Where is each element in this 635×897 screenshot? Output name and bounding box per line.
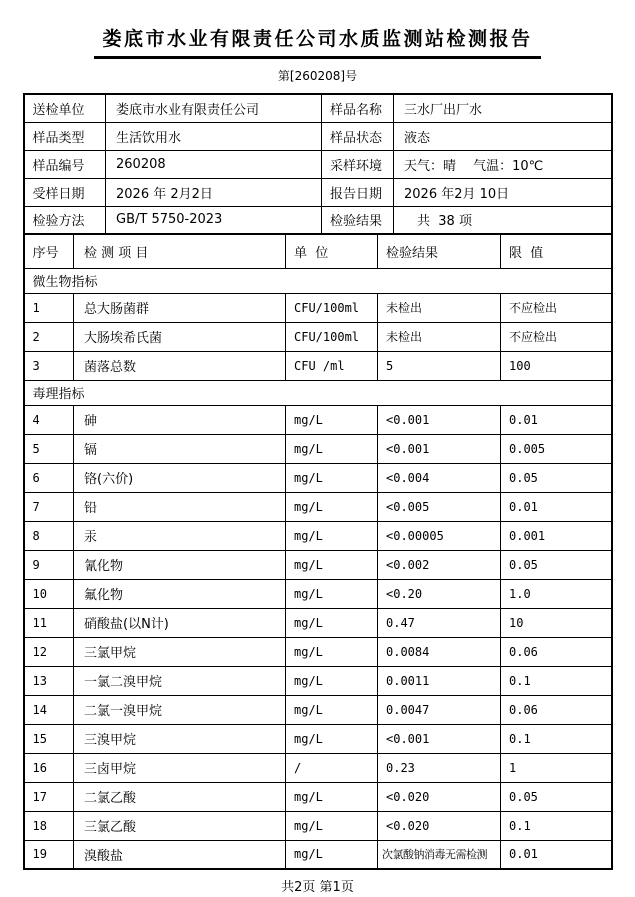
info-value: 2026 年2月 10日 (394, 178, 612, 206)
unit-cell: mg/L (286, 405, 378, 434)
limit-cell: 不应检出 (501, 322, 612, 351)
item-name-cell: 氰化物 (74, 550, 286, 579)
result-row (24, 322, 612, 351)
limit-cell: 0.1 (501, 666, 612, 695)
title-wrap (0, 0, 635, 59)
info-label: 样品编号 (24, 150, 106, 178)
limit-cell: 不应检出 (501, 293, 612, 322)
row-number-cell: 18 (24, 811, 74, 840)
test-results-body (24, 234, 612, 869)
section-header: 微生物指标 (24, 268, 612, 293)
result-cell: <0.002 (378, 550, 501, 579)
result-row (24, 782, 612, 811)
result-row (24, 492, 612, 521)
result-cell: <0.001 (378, 434, 501, 463)
item-name-cell: 汞 (74, 521, 286, 550)
report-title: 娄底市水业有限责任公司水质监测站检测报告 (94, 24, 540, 59)
result-row (24, 840, 612, 869)
result-cell: 5 (378, 351, 501, 380)
result-cell: <0.005 (378, 492, 501, 521)
result-row (24, 405, 612, 434)
unit-cell: mg/L (286, 608, 378, 637)
result-row (24, 293, 612, 322)
result-row (24, 351, 612, 380)
info-label: 送检单位 (24, 94, 106, 122)
limit-cell: 0.05 (501, 782, 612, 811)
info-row (24, 206, 612, 234)
info-value: 三水厂出厂水 (394, 94, 612, 122)
limit-cell: 0.05 (501, 550, 612, 579)
info-label: 采样环境 (322, 150, 394, 178)
item-name-cell: 溴酸盐 (74, 840, 286, 869)
limit-cell: 1.0 (501, 579, 612, 608)
info-row (24, 94, 612, 122)
unit-cell: mg/L (286, 811, 378, 840)
result-row (24, 724, 612, 753)
item-name-cell: 二氯一溴甲烷 (74, 695, 286, 724)
limit-cell: 0.1 (501, 811, 612, 840)
item-name-cell: 硝酸盐(以N计) (74, 608, 286, 637)
row-number-cell: 4 (24, 405, 74, 434)
result-cell: 0.0047 (378, 695, 501, 724)
unit-cell: CFU/100ml (286, 322, 378, 351)
item-name-cell: 砷 (74, 405, 286, 434)
result-row (24, 637, 612, 666)
result-row (24, 695, 612, 724)
unit-cell: mg/L (286, 521, 378, 550)
info-label: 样品名称 (322, 94, 394, 122)
report-serial-number: 第[260208]号 (277, 69, 358, 83)
item-name-cell: 三氯乙酸 (74, 811, 286, 840)
row-number-cell: 13 (24, 666, 74, 695)
row-number-cell: 6 (24, 463, 74, 492)
row-number-cell: 10 (24, 579, 74, 608)
info-value: GB/T 5750-2023 (106, 206, 322, 234)
column-header-item: 检 测 项 目 (74, 234, 286, 268)
item-name-cell: 菌落总数 (74, 351, 286, 380)
item-name-cell: 三氯甲烷 (74, 637, 286, 666)
info-row (24, 150, 612, 178)
row-number-cell: 19 (24, 840, 74, 869)
info-value: 天气：晴 气温：10℃ (394, 150, 612, 178)
results-header-row (24, 234, 612, 268)
test-results-table (23, 233, 613, 870)
limit-cell: 10 (501, 608, 612, 637)
sample-info-body (24, 94, 612, 234)
row-number-cell: 5 (24, 434, 74, 463)
item-name-cell: 三溴甲烷 (74, 724, 286, 753)
info-label: 受样日期 (24, 178, 106, 206)
result-row (24, 753, 612, 782)
unit-cell: mg/L (286, 463, 378, 492)
limit-cell: 0.06 (501, 695, 612, 724)
item-name-cell: 一氯二溴甲烷 (74, 666, 286, 695)
unit-cell: mg/L (286, 724, 378, 753)
info-row (24, 122, 612, 150)
limit-cell: 1 (501, 753, 612, 782)
result-cell: <0.004 (378, 463, 501, 492)
limit-cell: 0.1 (501, 724, 612, 753)
row-number-cell: 14 (24, 695, 74, 724)
row-number-cell: 16 (24, 753, 74, 782)
item-name-cell: 总大肠菌群 (74, 293, 286, 322)
result-cell: 未检出 (378, 322, 501, 351)
limit-cell: 0.01 (501, 840, 612, 869)
info-label: 样品类型 (24, 122, 106, 150)
info-value: 液态 (394, 122, 612, 150)
row-number-cell: 9 (24, 550, 74, 579)
column-header-unit: 单 位 (286, 234, 378, 268)
limit-cell: 0.005 (501, 434, 612, 463)
unit-cell: mg/L (286, 579, 378, 608)
result-row (24, 521, 612, 550)
unit-cell: mg/L (286, 637, 378, 666)
result-cell: <0.00005 (378, 521, 501, 550)
page-footer: 共2页 第1页 (281, 880, 354, 895)
result-cell: 次氯酸钠消毒无需检测 (378, 840, 501, 869)
info-label: 样品状态 (322, 122, 394, 150)
info-row (24, 178, 612, 206)
row-number-cell: 2 (24, 322, 74, 351)
unit-cell: CFU /ml (286, 351, 378, 380)
item-name-cell: 三卤甲烷 (74, 753, 286, 782)
info-label: 检验结果 (322, 206, 394, 234)
result-cell: <0.20 (378, 579, 501, 608)
row-number-cell: 1 (24, 293, 74, 322)
item-name-cell: 氟化物 (74, 579, 286, 608)
info-value: 娄底市水业有限责任公司 (106, 94, 322, 122)
info-value: 2026 年 2月2日 (106, 178, 322, 206)
limit-cell: 0.001 (501, 521, 612, 550)
row-number-cell: 8 (24, 521, 74, 550)
item-name-cell: 镉 (74, 434, 286, 463)
sample-info-table (23, 93, 613, 235)
result-cell: 0.23 (378, 753, 501, 782)
limit-cell: 0.01 (501, 405, 612, 434)
info-value: 生活饮用水 (106, 122, 322, 150)
item-name-cell: 二氯乙酸 (74, 782, 286, 811)
unit-cell: mg/L (286, 492, 378, 521)
row-number-cell: 12 (24, 637, 74, 666)
limit-cell: 0.05 (501, 463, 612, 492)
result-cell: <0.020 (378, 782, 501, 811)
column-header-limit: 限 值 (501, 234, 612, 268)
section-row (24, 380, 612, 405)
info-value: 共 38 项 (394, 206, 612, 234)
section-header: 毒理指标 (24, 380, 612, 405)
result-row (24, 463, 612, 492)
result-cell: 0.47 (378, 608, 501, 637)
unit-cell: mg/L (286, 782, 378, 811)
row-number-cell: 15 (24, 724, 74, 753)
column-header-no: 序号 (24, 234, 74, 268)
section-row (24, 268, 612, 293)
result-row (24, 811, 612, 840)
result-cell: <0.001 (378, 724, 501, 753)
result-row (24, 579, 612, 608)
result-cell: 未检出 (378, 293, 501, 322)
row-number-cell: 3 (24, 351, 74, 380)
result-cell: <0.001 (378, 405, 501, 434)
unit-cell: mg/L (286, 550, 378, 579)
limit-cell: 0.06 (501, 637, 612, 666)
info-value: 260208 (106, 150, 322, 178)
result-row (24, 550, 612, 579)
limit-cell: 0.01 (501, 492, 612, 521)
unit-cell: mg/L (286, 434, 378, 463)
unit-cell: mg/L (286, 695, 378, 724)
row-number-cell: 11 (24, 608, 74, 637)
result-cell: 0.0084 (378, 637, 501, 666)
result-cell: <0.020 (378, 811, 501, 840)
unit-cell: / (286, 753, 378, 782)
item-name-cell: 铅 (74, 492, 286, 521)
result-row (24, 434, 612, 463)
column-header-result: 检验结果 (378, 234, 501, 268)
info-label: 报告日期 (322, 178, 394, 206)
unit-cell: mg/L (286, 666, 378, 695)
row-number-cell: 7 (24, 492, 74, 521)
result-cell: 0.0011 (378, 666, 501, 695)
result-row (24, 608, 612, 637)
row-number-cell: 17 (24, 782, 74, 811)
limit-cell: 100 (501, 351, 612, 380)
info-label: 检验方法 (24, 206, 106, 234)
unit-cell: mg/L (286, 840, 378, 869)
result-row (24, 666, 612, 695)
unit-cell: CFU/100ml (286, 293, 378, 322)
item-name-cell: 大肠埃希氏菌 (74, 322, 286, 351)
item-name-cell: 铬(六价) (74, 463, 286, 492)
